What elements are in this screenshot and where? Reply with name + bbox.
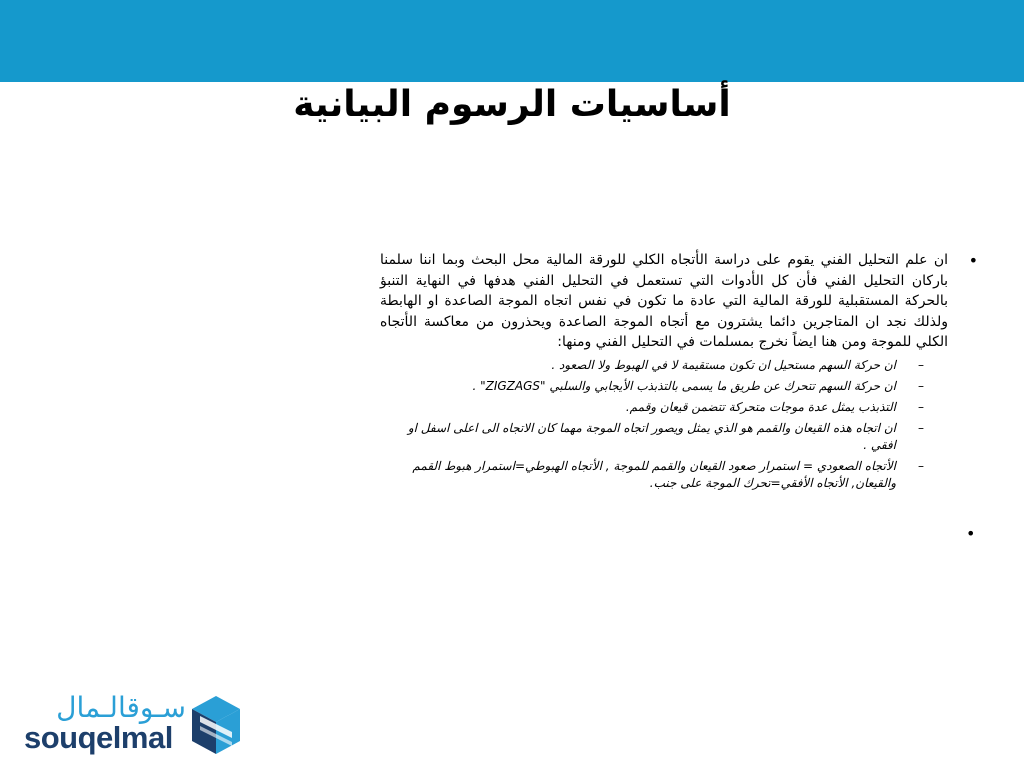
bullet-dot-icon: • — [968, 251, 978, 270]
dash-icon: – — [918, 458, 924, 473]
dash-icon: – — [918, 378, 924, 393]
dash-icon: – — [918, 357, 924, 372]
sub-item-text: الأتجاه الصعودي = استمرار صعود القيعان والقمم للموجة , الأتجاه الهبوطي=استمرار هبوط القمم والقيعان, الأتجاه الأفقي=تحرك الموجة على جنب. — [412, 458, 896, 490]
sub-list-item — [380, 399, 924, 416]
sub-list-item — [380, 420, 924, 454]
dash-icon: – — [918, 420, 924, 435]
empty-bullet-icon: • — [966, 524, 976, 543]
sub-list-item — [380, 378, 924, 395]
sub-item-text: ان اتجاه هذه القيعان والقمم هو الذي يمثل ويصور اتجاه الموجة مهما كان الاتجاه الى اعلى اسفل او افقي . — [407, 420, 896, 452]
sub-list-item — [380, 357, 924, 374]
bullet-text: ان علم التحليل الفني يقوم على دراسة الأتجاه الكلي للورقة المالية محل البحث وبما اننا سلمنا باركان التحليل الفني فأن كل الأدوات التي تستعمل في التحليل الفني هدفها في النهاية التنبؤ بالحركة المستقبلية للورقة المالية التي عادة ما تكون في نفس اتجاه الموجة الصاعدة او الهابطة ولذلك نجد ان المتاجرين دائما يشترون مع أتجاه الموجة الصاعدة ويحذرون من معاكسة الأتجاه الكلي للموجة ومن هنا ايضاً نخرج بمسلمات في التحليل الفني ومنها: — [380, 252, 948, 350]
bullet-item — [380, 250, 978, 492]
slide-title: أساسيات الرسوم البيانية — [293, 84, 731, 125]
sub-item-text: ان حركة السهم تتحرك عن طريق ما يسمى بالتذبذب الأيجابي والسلبي "ZIGZAGS" . — [472, 378, 896, 393]
sub-item-text: ان حركة السهم مستحيل ان تكون مستقيمة لا في الهبوط ولا الصعود . — [551, 357, 896, 372]
sub-list-item — [380, 458, 924, 492]
sub-item-text: التذبذب يمثل عدة موجات متحركة تتضمن قيعان وقمم. — [625, 399, 896, 414]
souqelmal-logo — [24, 690, 244, 760]
slide-content — [380, 250, 978, 496]
logo-arabic-text: سـوقالـمال — [56, 691, 186, 724]
cube-logo-icon — [190, 694, 242, 756]
dash-icon: – — [918, 399, 924, 414]
sub-list — [380, 357, 948, 492]
top-banner — [0, 0, 1024, 82]
logo-latin-text: souqelmal — [24, 720, 173, 755]
